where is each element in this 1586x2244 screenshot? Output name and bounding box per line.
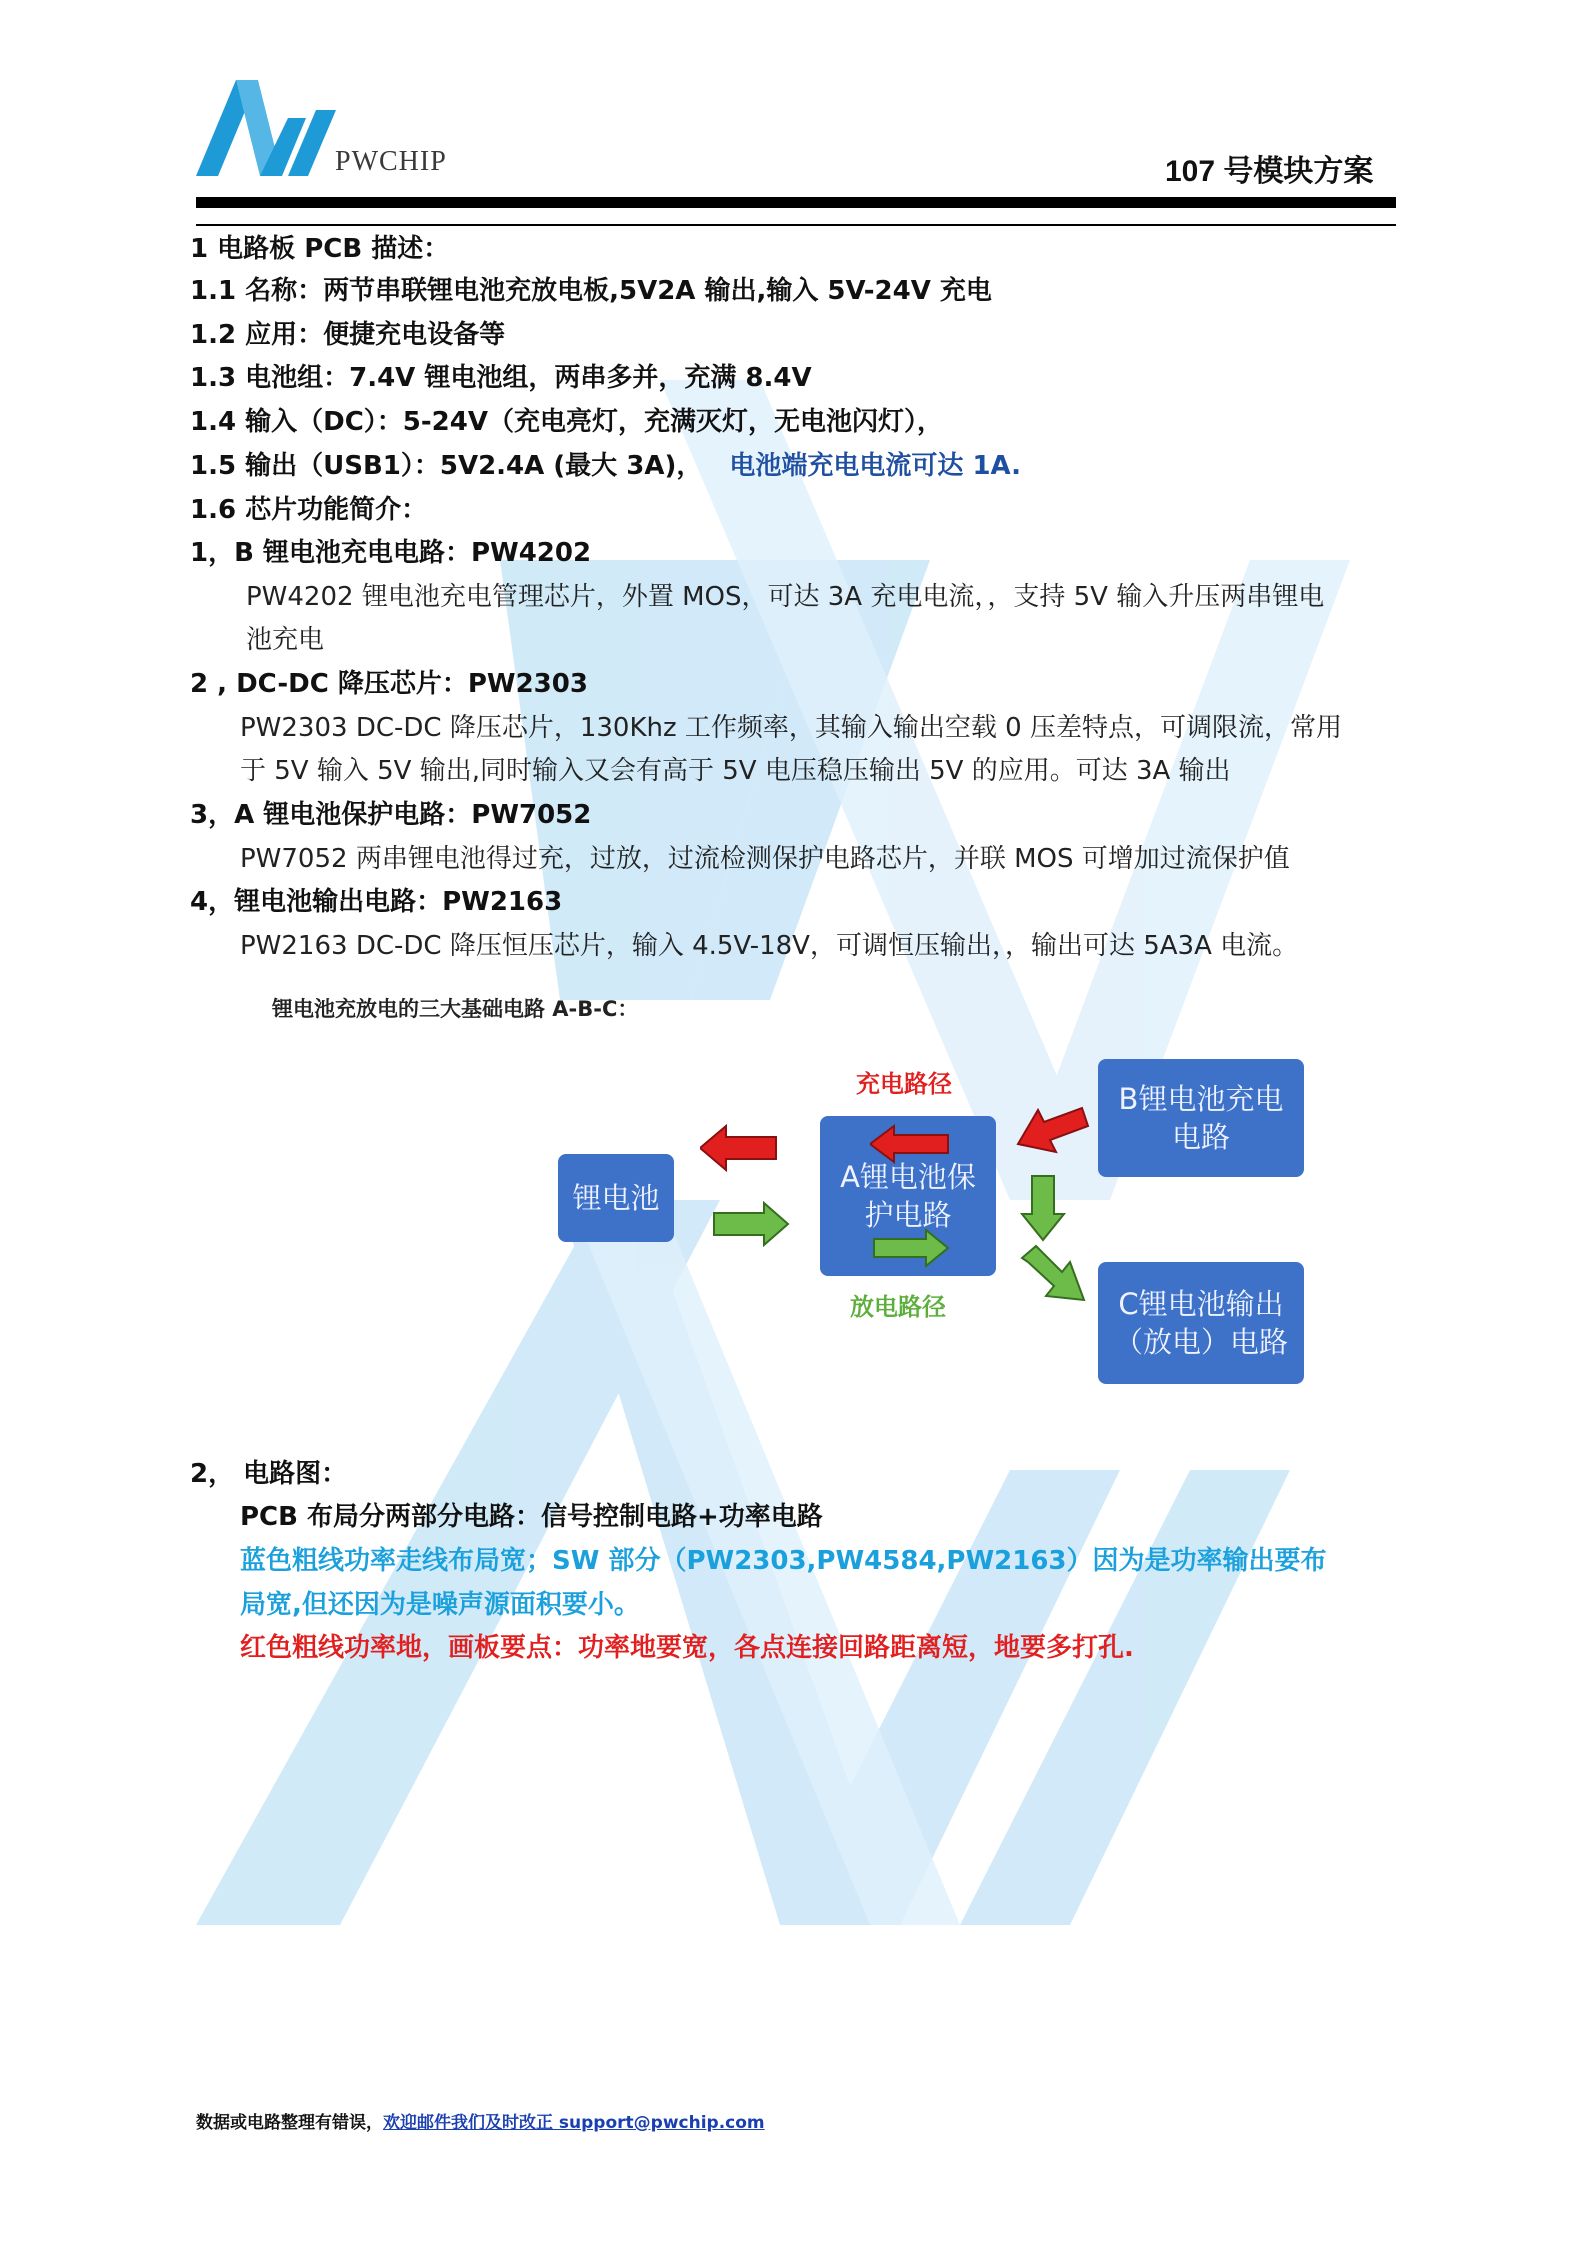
chip-1-desc-line2: 池充电: [246, 625, 325, 655]
header-rule-thin: [196, 224, 1396, 226]
spec-output: [190, 449, 1021, 483]
footer: [196, 2108, 765, 2133]
discharge-arrow-down-icon: [1020, 1174, 1066, 1242]
box-b-line2: 电路: [1171, 1120, 1230, 1154]
box-battery: [558, 1154, 674, 1242]
diagram-caption: 锂电池充放电的三大基础电路 A-B-C：: [272, 997, 639, 1021]
circuit-title: 2， 电路图：: [190, 1459, 348, 1489]
box-a-line1: A锂电池保: [840, 1160, 976, 1194]
chip-2-desc-line2: 于 5V 输入 5V 输出,同时输入又会有高于 5V 电压稳压输出 5V 的应用。可达 3A 输出: [240, 756, 1231, 786]
charge-arrow-inner-icon: [870, 1124, 950, 1164]
support-email-link[interactable]: 欢迎邮件我们及时改正 support@pwchip.com: [383, 2113, 765, 2133]
box-c-line1: C锂电池输出: [1118, 1287, 1284, 1321]
logo-text: PWCHIP: [335, 146, 447, 177]
section-1-title: 1 电路板 PCB 描述：: [190, 234, 450, 264]
footer-text: 数据或电路整理有错误，: [196, 2113, 383, 2133]
chip-4-title: 4，锂电池输出电路：PW2163: [190, 887, 563, 917]
box-b-line1: B锂电池充电: [1118, 1082, 1284, 1116]
discharge-arrow-right-icon: [712, 1201, 790, 1247]
header-rule-thick: [196, 197, 1396, 208]
discharge-arrow-inner-icon: [872, 1228, 950, 1268]
pwchip-logo-icon: [196, 78, 346, 178]
discharge-arrow-diagonal-icon: [1016, 1244, 1088, 1308]
discharge-path-label: 放电路径: [850, 1293, 946, 1321]
chip-3-desc: PW7052 两串锂电池得过充，过放，过流检测保护电路芯片，并联 MOS 可增加过流保护值: [240, 844, 1290, 874]
circuit-red-note: 红色粗线功率地，画板要点：功率地要宽，各点连接回路距离短，地要多打孔.: [240, 1633, 1134, 1663]
circuit-blue-note-line1: 蓝色粗线功率走线布局宽；SW 部分（PW2303,PW4584,PW2163）因为是功率输出要布: [240, 1546, 1327, 1576]
charge-arrow-left-icon: [700, 1124, 778, 1172]
box-c-line2: （放电）电路: [1113, 1325, 1288, 1359]
chip-1-desc-line1: PW4202 锂电池充电管理芯片，外置 MOS，可达 3A 充电电流，，支持 5V 输入升压两串锂电: [246, 582, 1325, 612]
charge-arrow-diagonal-icon: [1016, 1106, 1090, 1170]
box-c-output: [1098, 1262, 1304, 1384]
spec-application: 1.2 应用：便捷充电设备等: [190, 320, 506, 350]
spec-name: 1.1 名称：两节串联锂电池充放电板,5V2A 输出,输入 5V-24V 充电: [190, 276, 992, 306]
chip-4-desc: PW2163 DC-DC 降压恒压芯片，输入 4.5V-18V，可调恒压输出，，输出可达 5A3A 电流。: [240, 931, 1299, 961]
circuit-blue-note-line2: 局宽,但还因为是噪声源面积要小。: [240, 1590, 640, 1620]
circuit-layout: PCB 布局分两部分电路：信号控制电路+功率电路: [240, 1502, 823, 1532]
spec-output-text: 1.5 输出（USB1）：5V2.4A (最大 3A)，: [190, 451, 703, 481]
chip-1-title: 1，B 锂电池充电电路：PW4202: [190, 538, 592, 568]
spec-input: 1.4 输入（DC）：5-24V（充电亮灯，充满灭灯，无电池闪灯），: [190, 407, 943, 437]
box-b-charging: [1098, 1059, 1304, 1177]
chip-2-title: 2 , DC-DC 降压芯片：PW2303: [190, 669, 588, 699]
box-battery-label: 锂电池: [572, 1181, 660, 1215]
chip-3-title: 3，A 锂电池保护电路：PW7052: [190, 800, 592, 830]
document-title: 107 号模块方案: [1165, 155, 1374, 188]
spec-battery: 1.3 电池组：7.4V 锂电池组，两串多并，充满 8.4V: [190, 363, 812, 393]
box-a-line2: 护电路: [864, 1198, 952, 1232]
charge-path-label: 充电路径: [856, 1070, 952, 1098]
spec-charge-current: 电池端充电电流可达 1A.: [729, 451, 1022, 481]
chip-2-desc-line1: PW2303 DC-DC 降压芯片，130Khz 工作频率，其输入输出空载 0 压差特点，可调限流，常用: [240, 713, 1342, 743]
chip-intro-title: 1.6 芯片功能简介：: [190, 495, 428, 525]
